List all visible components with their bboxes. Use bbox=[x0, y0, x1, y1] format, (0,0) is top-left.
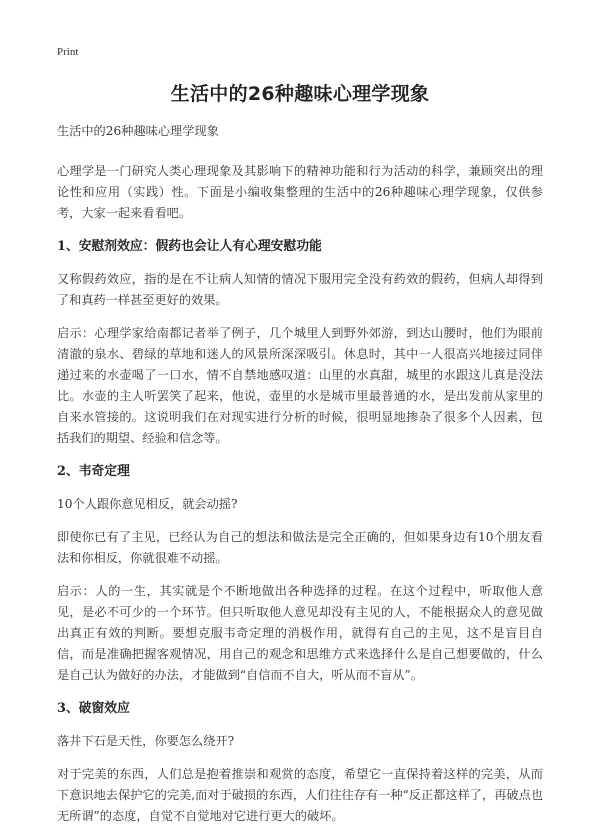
intro-paragraph: 心理学是一门研究人类心理现象及其影响下的精神功能和行为活动的科学，兼顾突出的理论性和应用（实践）性。下面是小编收集整理的生活中的26种趣味心理学现象，仅供参考，大家一起来看看吧。 bbox=[57, 164, 543, 220]
article-body bbox=[57, 121, 543, 839]
section-paragraph: 10个人跟你意见相反，就会动摇? bbox=[57, 497, 238, 511]
print-link[interactable]: Print bbox=[57, 46, 79, 58]
section-paragraph: 即使你已有了主见，已经认为自己的想法和做法是完全正确的，但如果身边有10个朋友看法和你相反，你就很难不动摇。 bbox=[57, 530, 543, 565]
page-title: 生活中的26种趣味心理学现象 bbox=[170, 83, 430, 105]
section-heading: 3、破窗效应 bbox=[57, 701, 130, 716]
article-subtitle: 生活中的26种趣味心理学现象 bbox=[57, 124, 219, 138]
section-paragraph: 落井下石是天性，你要怎么绕开? bbox=[57, 734, 235, 748]
section-heading: 1、安慰剂效应：假药也会让人有心理安慰功能 bbox=[57, 239, 322, 254]
section-paragraph: 启示：人的一生，其实就是个不断地做出各种选择的过程。在这个过程中，听取他人意见，是必不可少的一个环节。但只听取他人意见却没有主见的人，不能根据众人的意见做出真正有效的判断。要想克服韦奇定理的消极作用，就得有自己的主见，这不是盲目自信，而是准确把握客观情况，用自己的观念和思维方式来选择什么是自己想要做的，什么是自己认为做好的办法，才能做到“自信而不自大，听从而不盲从”。 bbox=[57, 584, 543, 682]
section-paragraph: 启示：心理学家给南都记者举了例子，几个城里人到野外郊游，到达山腰时，他们为眼前清澈的泉水、碧绿的草地和迷人的风景所深深吸引。休息时，其中一人很高兴地接过同伴递过来的水壶喝了一口水，情不自禁地感叹道：山里的水真甜，城里的水跟这儿真是没法比。水壶的主人听罢笑了起来，他说，壶里的水是城市里最普通的水，是出发前从家里的自来水管接的。这说明我们在对现实进行分析的时候，很明显地掺杂了很多个人因素，包括我们的期望、经验和信念等。 bbox=[57, 326, 543, 445]
section-paragraph: 又称假药效应，指的是在不让病人知情的情况下服用完全没有药效的假药，但病人却得到了和真药一样甚至更好的效果。 bbox=[57, 272, 543, 307]
section-paragraph: 对于完美的东西，人们总是抱着推崇和观赏的态度，希望它一直保持着这样的完美，从而下意识地去保护它的完美,而对于破损的东西，人们往往存有一种“反正都这样了，再破点也无所谓”的态度，自觉不自觉地对它进行更大的破坏。 bbox=[57, 767, 543, 823]
section-heading: 2、韦奇定理 bbox=[57, 464, 130, 479]
